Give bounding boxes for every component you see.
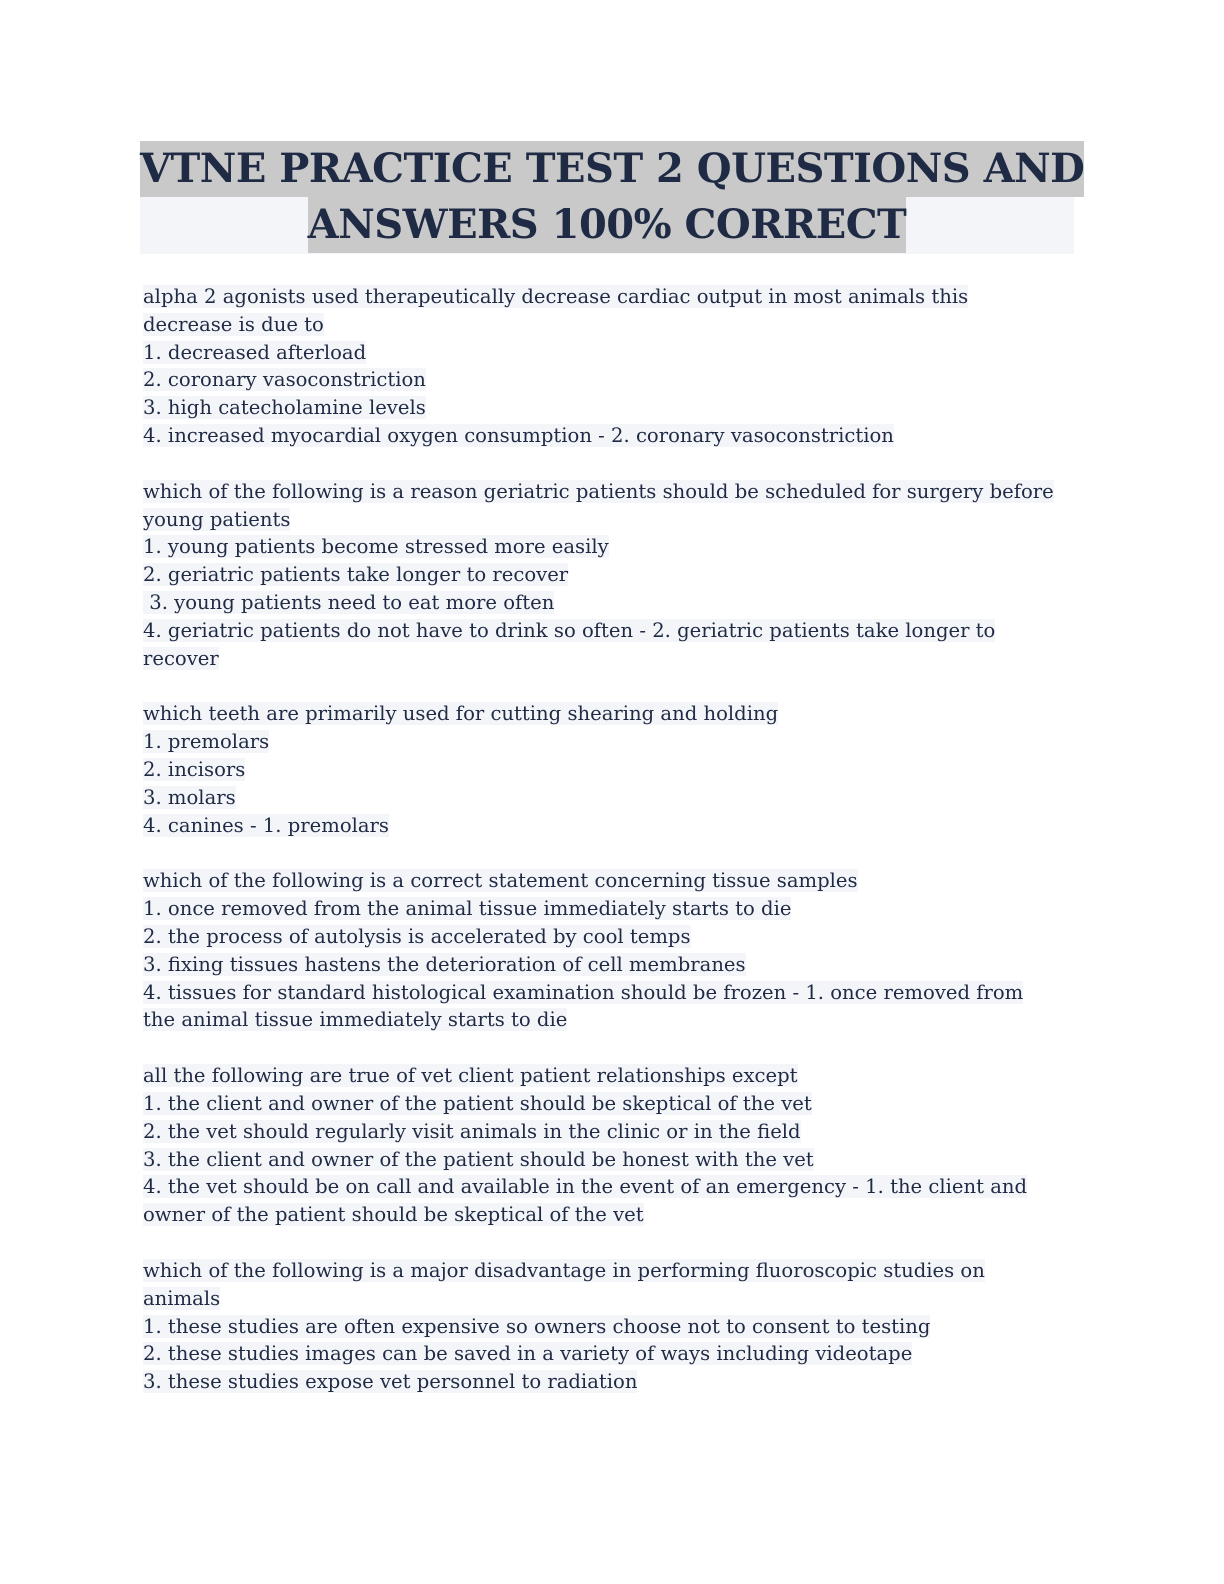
question-line [143,895,1073,923]
question-line [143,1201,1073,1229]
line-text: young patients [143,507,291,531]
question-text [143,283,1073,311]
question-line [143,1173,1073,1201]
question-line [143,1285,1073,1313]
question-list [143,283,1073,1424]
title-line-1: VTNE PRACTICE TEST 2 QUESTIONS AND [140,141,1084,197]
line-text: 2. incisors [143,757,246,781]
line-text: 1. these studies are often expensive so owners choose not to consent to testing [143,1314,931,1338]
line-text: 4. canines - 1. premolars [143,813,389,837]
question-line [143,784,1073,812]
question-line [143,1090,1073,1118]
question-line [143,1118,1073,1146]
line-text: 4. the vet should be on call and available in the event of an emergency - 1. the client and [143,1175,1028,1199]
line-text: which teeth are primarily used for cutting shearing and holding [143,702,779,726]
line-text: 3. high catecholamine levels [143,396,426,420]
question-line [143,366,1073,394]
question-line [143,506,1073,534]
question-line [143,589,1073,617]
question-line [143,645,1073,673]
line-text: 1. young patients become stressed more easily [143,535,609,559]
line-text: 4. geriatric patients do not have to drink so often - 2. geriatric patients take longer to [143,618,996,642]
question-line [143,339,1073,367]
question-text [143,867,1073,895]
question-line [143,756,1073,784]
line-text: 2. the process of autolysis is accelerated by cool temps [143,924,691,948]
line-text: owner of the patient should be skeptical of the vet [143,1203,644,1227]
title-line-2: ANSWERS 100% CORRECT [308,197,907,253]
question-line [143,422,1073,450]
question-line [143,979,1073,1007]
question-line [143,1146,1073,1174]
document-title [140,141,1085,254]
question-line [143,1313,1073,1341]
question-text [143,478,1073,506]
question-line [143,923,1073,951]
line-text: 2. geriatric patients take longer to recover [143,563,569,587]
question-line [143,533,1073,561]
line-text: 1. decreased afterload [143,340,367,364]
question-block [143,867,1073,1034]
question-block [143,700,1073,839]
question-line [143,1368,1073,1396]
question-line [143,311,1073,339]
line-text: decrease is due to [143,312,324,336]
line-text: which of the following is a reason geriatric patients should be scheduled for surgery before [143,479,1054,503]
question-line [143,561,1073,589]
line-text: 1. once removed from the animal tissue immediately starts to die [143,897,792,921]
line-text: all the following are true of vet client patient relationships except [143,1064,798,1088]
question-line [143,617,1073,645]
question-block [143,478,1073,673]
question-text [143,700,1073,728]
line-text: 4. tissues for standard histological examination should be frozen - 1. once removed from [143,980,1024,1004]
question-line [143,394,1073,422]
question-block [143,283,1073,450]
line-text: 2. these studies images can be saved in a variety of ways including videotape [143,1342,913,1366]
line-text: 3. the client and owner of the patient should be honest with the vet [143,1147,814,1171]
line-text: the animal tissue immediately starts to die [143,1008,568,1032]
question-line [143,812,1073,840]
line-text: 2. the vet should regularly visit animals in the clinic or in the field [143,1119,801,1143]
question-block [143,1062,1073,1229]
question-line [143,1340,1073,1368]
line-text: alpha 2 agonists used therapeutically decrease cardiac output in most animals this [143,285,969,308]
line-text: which of the following is a major disadvantage in performing fluoroscopic studies on [143,1258,985,1282]
line-text: 1. premolars [143,730,270,754]
line-text: animals [143,1286,221,1310]
line-text: which of the following is a correct statement concerning tissue samples [143,869,858,893]
line-text: 4. increased myocardial oxygen consumption - 2. coronary vasoconstriction [143,423,894,447]
line-text: recover [143,646,219,670]
line-text: 3. molars [143,785,236,809]
line-text: 1. the client and owner of the patient should be skeptical of the vet [143,1091,812,1115]
question-line [143,1006,1073,1034]
question-block [143,1257,1073,1396]
line-text: 3. these studies expose vet personnel to radiation [143,1370,638,1394]
line-text: 3. fixing tissues hastens the deterioration of cell membranes [143,952,746,976]
question-line [143,728,1073,756]
question-text [143,1062,1073,1090]
question-line [143,951,1073,979]
line-text: 2. coronary vasoconstriction [143,368,426,392]
question-text [143,1257,1073,1285]
line-text: 3. young patients need to eat more often [143,590,555,614]
